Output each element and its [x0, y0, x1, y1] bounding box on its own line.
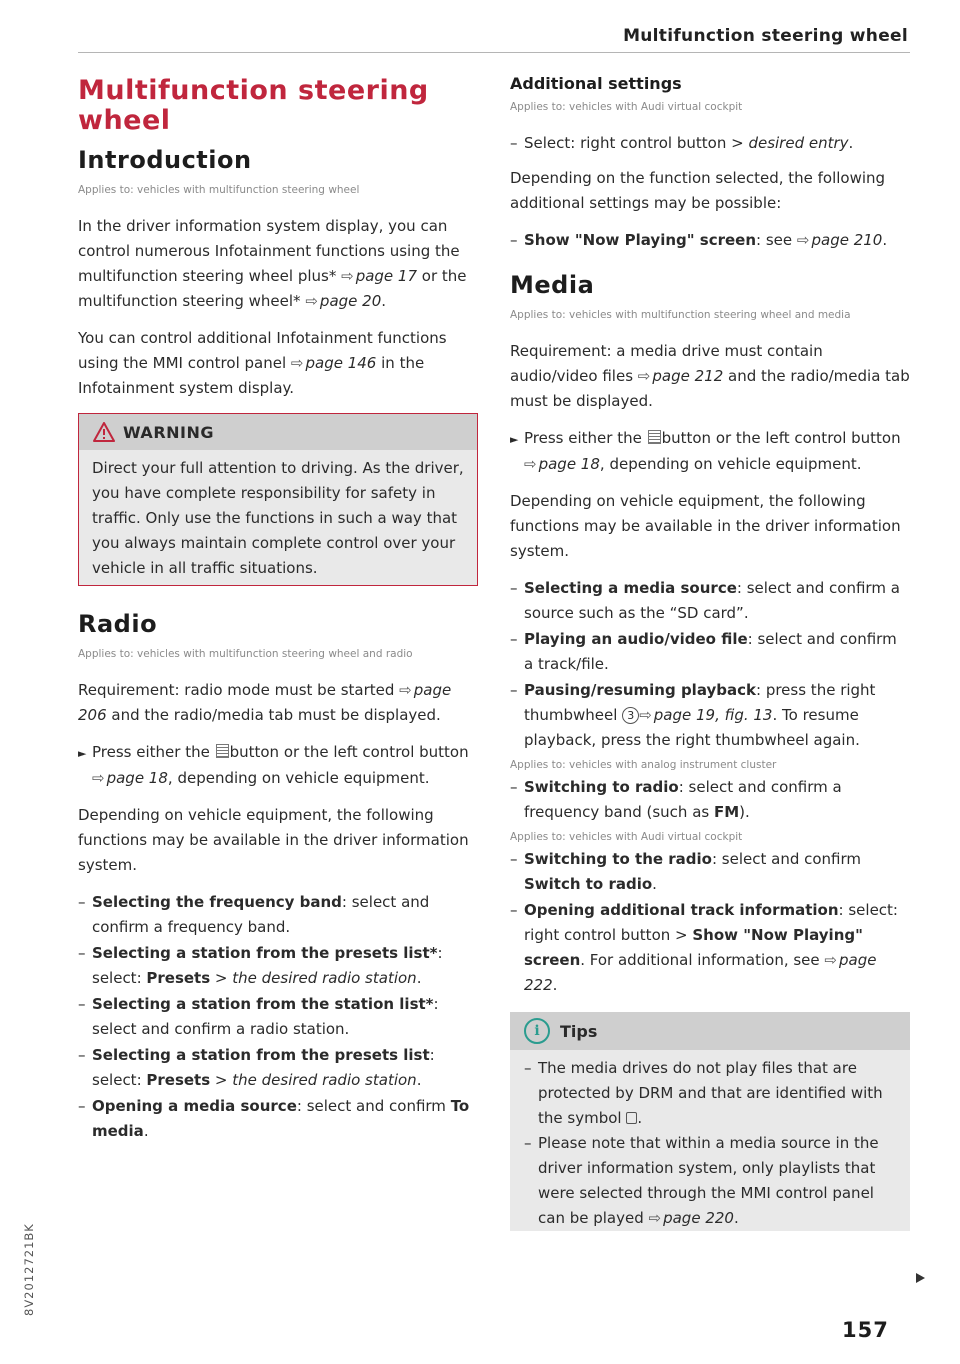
page-reference[interactable]: page 18 — [538, 455, 600, 473]
additional-select-list — [510, 131, 910, 156]
section-title: Multifunction steering wheel — [78, 75, 429, 136]
tips-body — [510, 1050, 910, 1231]
info-icon: i — [524, 1018, 550, 1044]
tips-box — [510, 1012, 910, 1231]
list-item: – Select: right control button > desired entry. — [510, 134, 854, 152]
reference-arrow-icon: ⇨ — [796, 231, 810, 249]
reference-arrow-icon: ⇨ — [824, 951, 837, 969]
page-reference[interactable]: page 212 — [652, 367, 724, 385]
analog-function-list — [510, 775, 910, 825]
introduction-applies: Applies to: vehicles with multifunction steering wheel — [78, 184, 360, 196]
reference-arrow-icon: ⇨ — [290, 354, 304, 372]
reference-arrow-icon: ⇨ — [637, 367, 651, 385]
radio-applies: Applies to: vehicles with multifunction steering wheel and radio — [78, 648, 413, 660]
media-depending: Depending on vehicle equipment, the following functions may be available in the driver information system. — [510, 492, 901, 560]
reference-arrow-icon: ⇨ — [92, 769, 105, 787]
reference-arrow-icon: ⇨ — [341, 267, 354, 285]
thumbwheel-callout-icon: 3 — [622, 707, 639, 724]
reference-arrow-icon: ⇨ — [399, 681, 412, 699]
warning-title: WARNING — [123, 422, 214, 442]
page-number: 157 — [842, 1318, 889, 1342]
list-item: – Show "Now Playing" screen: see ⇨ page 210. — [510, 231, 888, 249]
page-header-title: Multifunction steering wheel — [623, 26, 908, 46]
additional-depending: Depending on the function selected, the following additional settings may be possible: — [510, 169, 886, 212]
radio-press-step: ► Press either the button or the left control button ⇨ page 18, depending on vehicle equipment. — [78, 743, 469, 787]
warning-text: Direct your full attention to driving. As the driver, you have complete responsibility for safety in traffic. Only use the functions in such a way that you always maintain complete control over your vehicle in all traffic situations. — [79, 450, 477, 585]
tips-list — [524, 1056, 898, 1231]
reference-arrow-icon: ⇨ — [639, 706, 652, 724]
right-column — [510, 72, 910, 1231]
document-code: 8V2012721BK — [22, 1223, 36, 1316]
page-reference[interactable]: page 17 — [355, 267, 418, 285]
warning-triangle-icon — [93, 422, 115, 442]
introduction-paragraph-2: You can control additional Infotainment functions using the MMI control panel ⇨ page 146 in the Infotainment system display. — [78, 329, 447, 397]
radio-depending: Depending on vehicle equipment, the following functions may be available in the driver information system. — [78, 806, 469, 874]
list-item: – Selecting a station from the presets list*: select: Presets > the desired radio station. — [78, 944, 443, 987]
page-reference[interactable]: page 220 — [663, 1209, 734, 1227]
reference-arrow-icon: ⇨ — [524, 455, 537, 473]
page-reference[interactable]: page 222 — [524, 951, 877, 994]
radio-requirement: Requirement: radio mode must be started ⇨ page 206 and the radio/media tab must be displayed. — [78, 681, 452, 724]
media-heading: Media — [510, 271, 595, 299]
virtual-cockpit-applies: Applies to: vehicles with Audi virtual cockpit — [510, 831, 743, 843]
page-reference[interactable]: page 146 — [305, 354, 377, 372]
menu-button-icon — [216, 744, 229, 758]
menu-button-icon — [648, 430, 661, 444]
virtual-function-list — [510, 847, 910, 998]
list-item: – The media drives do not play files that are protected by DRM and that are identified with the symbol . — [524, 1059, 883, 1127]
drm-lock-icon — [626, 1112, 637, 1124]
warning-header — [79, 414, 477, 450]
introduction-paragraph-1: In the driver information system display, you can control numerous Infotainment functions using the multifunction steering wheel plus* ⇨ page 17 or the multifunction steering wheel* ⇨ page 20. — [78, 217, 467, 310]
list-item: – Pausing/resuming playback: press the right thumbwheel 3 ⇨ page 19, fig. 13. To resume playback, press the right thumbwheel again. — [510, 681, 876, 749]
radio-heading: Radio — [78, 610, 158, 638]
step-triangle-icon: ► — [78, 747, 87, 760]
page-reference[interactable]: page 206 — [78, 681, 452, 724]
media-requirement: Requirement: a media drive must contain audio/video files ⇨ page 212 and the radio/media tab must be displayed. — [510, 342, 910, 410]
continue-arrow-icon — [916, 1273, 925, 1283]
additional-settings-heading: Additional settings — [510, 74, 682, 93]
step-triangle-icon: ► — [510, 433, 519, 446]
page-reference[interactable]: page 18 — [106, 769, 168, 787]
header-rule — [78, 52, 910, 53]
list-item: – Selecting the frequency band: select and confirm a frequency band. — [78, 893, 430, 936]
additional-settings-applies: Applies to: vehicles with Audi virtual cockpit — [510, 101, 743, 113]
page-reference[interactable]: page 210 — [811, 231, 883, 249]
tips-title: Tips — [560, 1021, 598, 1041]
list-item: – Opening additional track information: select: right control button > Show "Now Playing" screen. For additional information, see ⇨ page 222. — [510, 901, 898, 994]
media-press-step: ► Press either the button or the left control button ⇨ page 18, depending on vehicle equipment. — [510, 429, 901, 473]
list-item: – Switching to the radio: select and confirm Switch to radio. — [510, 850, 862, 893]
list-item: – Selecting a media source: select and confirm a source such as the “SD card”. — [510, 579, 900, 622]
introduction-heading: Introduction — [78, 146, 252, 174]
media-function-list — [510, 576, 910, 753]
analog-cluster-applies: Applies to: vehicles with analog instrument cluster — [510, 759, 777, 771]
list-item: – Opening a media source: select and confirm To media. — [78, 1097, 470, 1140]
list-item: – Please note that within a media source in the driver information system, only playlists that were selected through the MMI control panel can be played ⇨ page 220. — [524, 1134, 879, 1227]
list-item: – Switching to radio: select and confirm a frequency band (such as FM). — [510, 778, 842, 821]
left-column — [78, 72, 478, 1154]
warning-box — [78, 413, 478, 586]
list-item: – Selecting a station from the presets list: select: Presets > the desired radio station. — [78, 1046, 435, 1089]
media-applies: Applies to: vehicles with multifunction steering wheel and media — [510, 309, 851, 321]
additional-options-list — [510, 228, 910, 253]
list-item: – Playing an audio/video file: select and confirm a track/file. — [510, 630, 897, 673]
reference-arrow-icon: ⇨ — [305, 292, 318, 310]
radio-function-list — [78, 890, 478, 1144]
page-reference[interactable]: page 19, fig. 13 — [653, 706, 773, 724]
page-reference[interactable]: page 20 — [319, 292, 382, 310]
reference-arrow-icon: ⇨ — [648, 1209, 662, 1227]
list-item: – Selecting a station from the station list*: select and confirm a radio station. — [78, 995, 439, 1038]
tips-header — [510, 1012, 910, 1050]
